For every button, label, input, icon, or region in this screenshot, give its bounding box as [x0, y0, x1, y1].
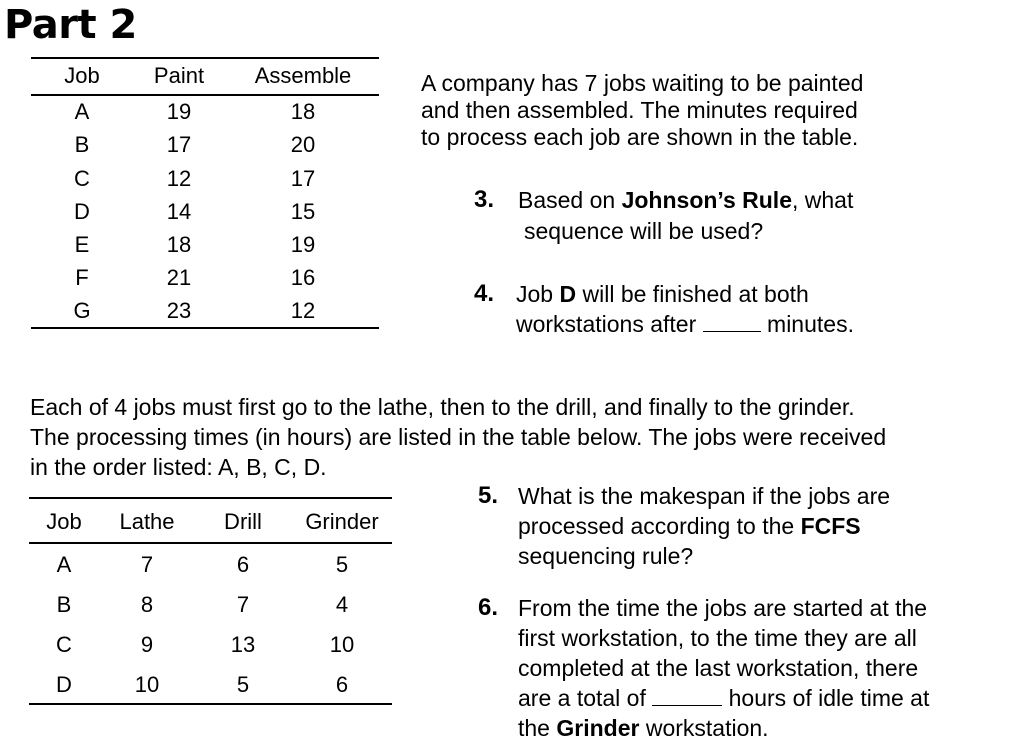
answer-blank[interactable]	[703, 313, 761, 332]
column-header: Grinder	[305, 509, 379, 534]
table-row-label: F	[75, 265, 89, 290]
table-cell: 21	[166, 265, 192, 290]
question-text: are a total of	[518, 685, 653, 711]
table-top-rule	[31, 57, 379, 59]
question-line	[516, 279, 809, 309]
question-line	[516, 309, 854, 339]
question-text: the	[518, 715, 557, 741]
paint-assemble-table	[31, 57, 379, 331]
table-cell: 16	[290, 265, 316, 290]
table-row-label: E	[74, 232, 90, 257]
question-number: 3.	[474, 186, 495, 213]
column-header: Job	[46, 509, 82, 534]
table-row-label: C	[74, 166, 90, 191]
question-text: hours of idle time at	[722, 685, 930, 711]
table-cell: 4	[335, 592, 349, 617]
paragraph-line: and then assembled. The minutes required	[421, 97, 858, 123]
table-cell: 7	[236, 592, 250, 617]
table-header-rule	[31, 94, 379, 96]
paragraph-line: The processing times (in hours) are listed in the table below. The jobs were received	[30, 424, 887, 450]
column-header: Lathe	[119, 509, 175, 534]
table-cell: 13	[230, 632, 256, 657]
column-header: Job	[64, 63, 100, 88]
question-6	[478, 593, 988, 748]
paragraph-line: to process each job are shown in the table.	[421, 124, 859, 150]
question-emphasis: FCFS	[800, 513, 861, 539]
question-text: will be finished at both	[576, 281, 809, 307]
question-line: first workstation, to the time they are all	[518, 625, 917, 651]
question-text: , what	[791, 187, 854, 213]
intro-paragraph-1	[421, 70, 863, 151]
column-header: Drill	[224, 509, 262, 534]
page-title: Part 2	[4, 2, 137, 48]
question-text: Based on	[518, 187, 622, 213]
column-header: Paint	[153, 63, 205, 88]
question-line	[518, 713, 769, 743]
answer-blank[interactable]	[652, 687, 722, 706]
table-cell: 18	[290, 99, 316, 124]
lathe-drill-grinder-table	[29, 497, 392, 707]
question-5	[478, 481, 978, 573]
table-cell: 7	[140, 552, 154, 577]
table-cell: 6	[236, 552, 250, 577]
question-text: minutes.	[760, 311, 854, 337]
table-cell: 19	[166, 99, 192, 124]
question-line	[518, 511, 861, 541]
table-cell: 17	[166, 132, 192, 157]
table-cell: 10	[329, 632, 355, 657]
table-cell: 8	[140, 592, 154, 617]
question-text: Job	[516, 281, 560, 307]
table-cell: 19	[290, 232, 316, 257]
table-cell: 17	[290, 166, 316, 191]
table-cell: 23	[166, 298, 192, 323]
table-header-rule	[29, 542, 392, 544]
table-cell: 14	[166, 199, 192, 224]
table-top-rule	[29, 497, 392, 499]
question-line: From the time the jobs are started at the	[518, 595, 928, 621]
table-cell: 12	[166, 166, 192, 191]
question-3	[474, 185, 914, 247]
table-cell: 5	[236, 672, 250, 697]
table-row-label: D	[56, 672, 72, 697]
question-line	[518, 683, 929, 713]
question-number: 5.	[478, 482, 499, 509]
intro-paragraph-2	[30, 392, 886, 482]
question-text: processed according to the	[518, 513, 801, 539]
paragraph-line: A company has 7 jobs waiting to be painted	[421, 70, 864, 96]
table-cell: 12	[290, 298, 316, 323]
question-emphasis: D	[559, 281, 577, 307]
paragraph-line: in the order listed: A, B, C, D.	[30, 454, 327, 480]
question-line: completed at the last workstation, there	[518, 655, 919, 681]
table-cell: 18	[166, 232, 192, 257]
paragraph-line: Each of 4 jobs must first go to the lathe, then to the drill, and finally to the grinder.	[30, 394, 855, 420]
table-row-label: D	[74, 199, 90, 224]
table-bottom-rule	[29, 703, 392, 705]
question-line: What is the makespan if the jobs are	[518, 483, 891, 509]
question-text: workstation.	[639, 715, 769, 741]
table-row-label: B	[56, 592, 72, 617]
table-row-label: C	[56, 632, 72, 657]
column-header: Assemble	[254, 63, 352, 88]
table-row-label: A	[74, 99, 90, 124]
question-line	[518, 185, 853, 215]
question-emphasis: Grinder	[556, 715, 640, 741]
table-row-label: G	[73, 298, 91, 323]
table-cell: 9	[140, 632, 154, 657]
table-bottom-rule	[31, 327, 379, 329]
question-number: 4.	[474, 280, 495, 307]
table-cell: 20	[290, 132, 316, 157]
question-4	[474, 279, 914, 341]
question-line: sequencing rule?	[518, 543, 694, 569]
table-row-label: A	[56, 552, 72, 577]
question-text: workstations after	[516, 311, 703, 337]
question-line: sequence will be used?	[524, 218, 764, 244]
question-number: 6.	[478, 594, 499, 621]
table-cell: 5	[335, 552, 349, 577]
table-row-label: B	[74, 132, 90, 157]
table-cell: 15	[290, 199, 316, 224]
table-cell: 10	[134, 672, 160, 697]
table-cell: 6	[335, 672, 349, 697]
question-emphasis: Johnson’s Rule	[621, 187, 792, 213]
